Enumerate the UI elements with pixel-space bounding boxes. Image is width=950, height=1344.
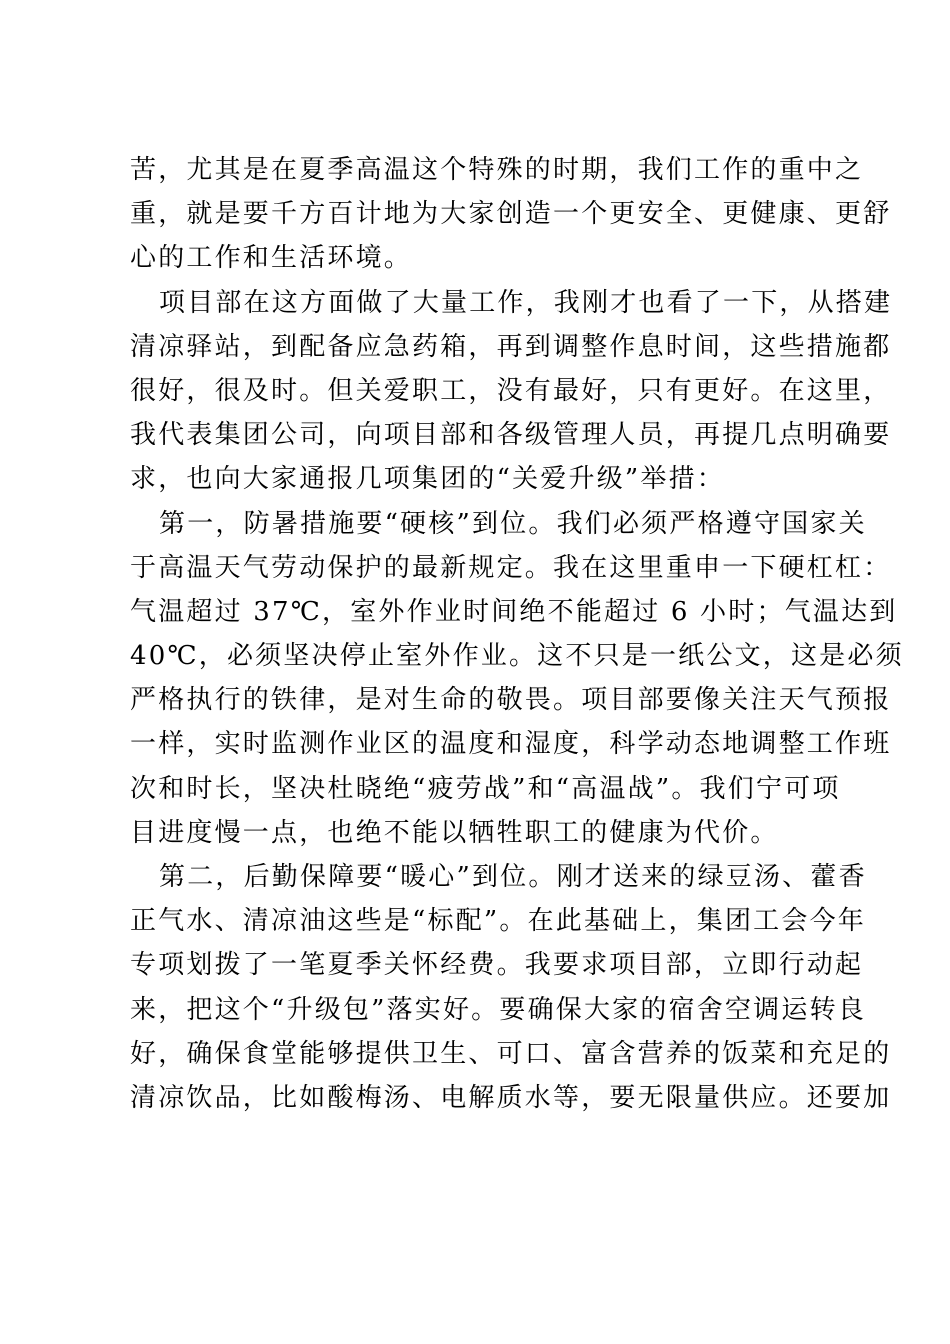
text-line: 一样，实时监测作业区的温度和湿度，科学动态地调整工作班	[130, 729, 892, 760]
text-line: 目进度慢一点，也绝不能以牺牲职工的健康为代价。	[130, 817, 779, 848]
text-line: 清凉饮品，比如酸梅汤、电解质水等，要无限量供应。还要加	[130, 1082, 892, 1113]
text-line: 正气水、清凉油这些是“标配”。在此基础上，集团工会今年	[130, 906, 866, 937]
text-line: 很好，很及时。但关爱职工，没有最好，只有更好。在这里，	[130, 375, 892, 406]
text-line: 项目部在这方面做了大量工作，我刚才也看了一下，从搭建	[159, 287, 893, 318]
text-line: 专项划拨了一笔夏季关怀经费。我要求项目部，立即行动起	[130, 950, 864, 981]
paragraph-3	[130, 502, 904, 856]
text-line: 苦，尤其是在夏季高温这个特殊的时期，我们工作的重中之	[130, 155, 864, 185]
text-line: 40℃，必须坚决停止室外作业。这不只是一纸公文，这是必须	[130, 641, 904, 672]
text-line: 心的工作和生活环境。	[130, 243, 413, 274]
text-line: 严格执行的铁律，是对生命的敬畏。项目部要像关注天气预报	[130, 685, 892, 716]
text-line: 第一，防暑措施要“硬核”到位。我们必须严格遵守国家关	[159, 508, 867, 539]
text-line: 清凉驿站，到配备应急药箱，再到调整作息时间，这些措施都	[130, 331, 892, 362]
text-line: 气温超过 37℃，室外作业时间绝不能超过 6 小时；气温达到	[130, 596, 898, 627]
text-line: 好，确保食堂能够提供卫生、可口、富含营养的饭菜和充足的	[130, 1038, 892, 1069]
document-body	[130, 148, 904, 1120]
text-line: 我代表集团公司，向项目部和各级管理人员，再提几点明确要	[130, 420, 892, 451]
paragraph-2	[130, 281, 893, 502]
paragraph-1	[130, 148, 892, 281]
text-line: 来，把这个“升级包”落实好。要确保大家的宿舍空调运转良	[130, 994, 866, 1025]
text-line: 第二，后勤保障要“暖心”到位。刚才送来的绿豆汤、藿香	[159, 862, 867, 892]
paragraph-4	[130, 855, 892, 1120]
text-line: 重，就是要千方百计地为大家创造一个更安全、更健康、更舒	[130, 199, 892, 230]
text-line: 于高温天气劳动保护的最新规定。我在这里重申一下硬杠杠：	[130, 552, 892, 583]
text-line: 次和时长，坚决杜晓绝“疲劳战”和“高温战”。我们宁可项	[130, 773, 841, 804]
text-line: 求，也向大家通报几项集团的“关爱升级”举措：	[130, 464, 725, 495]
